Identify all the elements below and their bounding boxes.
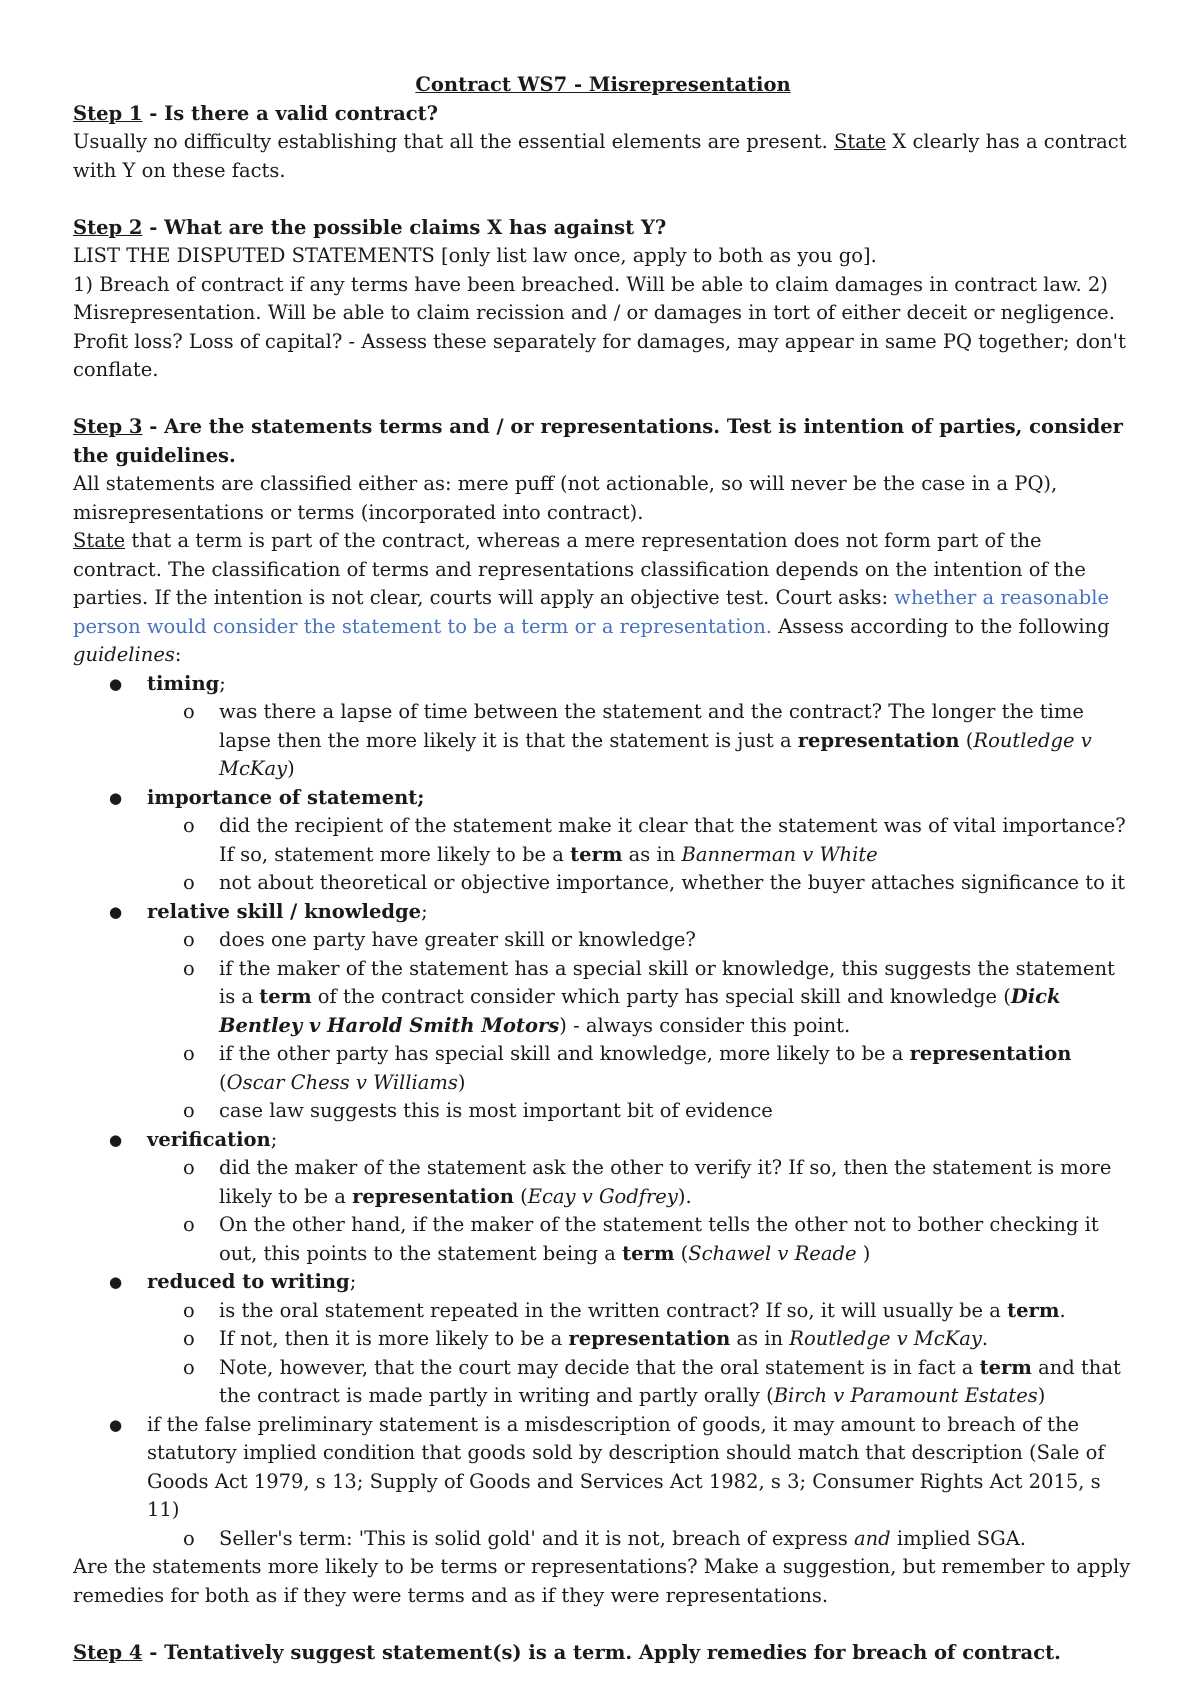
list-item-timing: ● timing; o was there a lapse of time between the statement and the contract? The longer the time lapse then the more likely it is that the statement is just a representation (Routledge v McKay) — [147, 670, 1133, 784]
spacer — [73, 185, 1133, 214]
list-item-skill: ● relative skill / knowledge; o does one party have greater skill or knowledge? o if the maker of the statement has a special skill or knowledge, this suggests the statement is a term of the contract consider which party has special skill and knowledge (Dick Bentley v Harold Smith Motors) - always consider this point. o if the other party has special skill and knowledge, more likely to be a representation (Oscar Chess v Williams) o case law suggests this is most important bit of evidence — [147, 898, 1133, 1126]
step3-closing: Are the statements more likely to be terms or representations? Make a suggestion, but remember to apply remedies for both as if they were terms and as if they were representations. — [73, 1555, 1131, 1607]
sub-bullet-icon: o — [183, 1099, 195, 1122]
step1-heading: Step 1 - Is there a valid contract? — [73, 101, 439, 125]
list-item: o is the oral statement repeated in the written contract? If so, it will usually be a term. — [219, 1297, 1133, 1326]
sub-bullet-icon: o — [183, 1298, 195, 1322]
sub-list — [147, 1525, 1133, 1554]
bullet-icon: ● — [109, 902, 123, 921]
list-item-misdescription: ● if the false preliminary statement is a misdescription of goods, it may amount to breach of the statutory implied condition that goods sold by description should match that description (Sale of Goods Act 1979, s 13; Supply of Goods and Services Act 1982, s 3; Consumer Rights Act 2015, s 11) o Seller's term: 'This is solid gold' and it is not, breach of express and implied SGA. — [147, 1411, 1133, 1554]
list-item: o was there a lapse of time between the statement and the contract? The longer the time lapse then the more likely it is that the statement is just a representation (Routledge v McKay) — [183, 700, 1092, 780]
sub-list — [147, 1154, 1133, 1268]
document-page — [73, 71, 1133, 1667]
step2-claims: 1) Breach of contract if any terms have been breached. Will be able to claim damages in contract law. 2) Misrepresentation. Will be able to claim recission and / or damages in tort of either deceit or negligence. Profit loss? Loss of capital? - Assess these separately for damages, may appear in same PQ together; don't conflate. — [73, 272, 1126, 381]
sub-bullet-icon: o — [183, 1327, 195, 1350]
sub-bullet-icon: o — [183, 1526, 195, 1550]
document-title: Contract WS7 - Misrepresentation — [415, 73, 791, 96]
list-item: o If not, then it is more likely to be a representation as in Routledge v McKay. — [219, 1325, 1133, 1354]
step2-label: Step 2 — [73, 215, 143, 239]
list-item-writing: ● reduced to writing; o is the oral statement repeated in the written contract? If so, it will usually be a term. o If not, then it is more likely to be a representation as in Routledge v McKay. o Note, however, that the court may decide that the oral statement is in fact a term and that the contract is made partly in writing and partly orally (Birch v Paramount Estates) — [147, 1268, 1133, 1411]
list-item: o did the recipient of the statement make it clear that the statement was of vital importance? If so, statement more likely to be a term as in Bannerman v White — [183, 814, 1126, 866]
sub-bullet-icon: o — [183, 1213, 195, 1236]
bullet-icon: ● — [109, 674, 123, 693]
list-item: o Note, however, that the court may decide that the oral statement is in fact a term and that the contract is made partly in writing and partly orally (Birch v Paramount Estates) — [183, 1355, 1121, 1407]
step3-heading: Step 3 - Are the statements terms and / or representations. Test is intention of parties, consider the guidelines. — [73, 415, 1123, 467]
step3-classified: All statements are classified either as: mere puff (not actionable, so will never be the case in a PQ), misrepresentations or terms (incorporated into contract). — [73, 472, 1058, 524]
list-item: o case law suggests this is most important bit of evidence — [219, 1097, 1133, 1126]
step3-label: Step 3 — [73, 415, 143, 438]
step2-list-line: LIST THE DISPUTED STATEMENTS [only list law once, apply to both as you go]. — [73, 244, 877, 267]
list-item: o On the other hand, if the maker of the statement tells the other not to bother checking it out, this points to the statement being a term (Schawel v Reade ) — [183, 1213, 1099, 1265]
list-item: o not about theoretical or objective importance, whether the buyer attaches significance to it — [219, 869, 1133, 898]
sub-list — [147, 812, 1133, 898]
sub-bullet-icon: o — [183, 928, 195, 951]
step3-intention: State that a term is part of the contract, whereas a mere representation does not form part of the contract. The classification of terms and representations classification depends on the intention of the parties. If the intention is not clear, courts will apply an objective test. Court asks: whether a reasonable person would consider the statement to be a term or a representation. Assess according to the following guidelines: — [73, 529, 1110, 666]
step4-label: Step 4 — [73, 1640, 143, 1664]
bullet-icon: ● — [109, 1415, 123, 1434]
step2-heading: Step 2 - What are the possible claims X has against Y? — [73, 215, 667, 239]
sub-bullet-icon: o — [183, 871, 195, 894]
sub-list — [147, 698, 1133, 784]
spacer — [73, 385, 1133, 414]
court-question: whether a reasonable person would consider the statement to be a term or a representation. — [73, 586, 1110, 638]
step4-heading: Step 4 - Tentatively suggest statement(s) is a term. Apply remedies for breach of contract. — [73, 1640, 1061, 1664]
guidelines-list — [73, 670, 1133, 1554]
list-item: o Seller's term: 'This is solid gold' and it is not, breach of express and implied SGA. — [219, 1525, 1133, 1554]
sub-list — [147, 926, 1133, 1126]
sub-bullet-icon: o — [183, 814, 195, 837]
step1-body: Usually no difficulty establishing that all the essential elements are present. State X clearly has a contract with Y on these facts. — [73, 130, 1127, 182]
sub-bullet-icon: o — [183, 1355, 195, 1379]
list-item: o did the maker of the statement ask the other to verify it? If so, then the statement is more likely to be a representation (Ecay v Godfrey). — [183, 1156, 1112, 1208]
list-item: o does one party have greater skill or knowledge? — [219, 926, 1133, 955]
sub-list — [147, 1297, 1133, 1411]
sub-bullet-icon: o — [183, 700, 195, 723]
list-item: o if the other party has special skill and knowledge, more likely to be a representation (Oscar Chess v Williams) — [183, 1042, 1072, 1094]
list-item-verification: ● verification; o did the maker of the statement ask the other to verify it? If so, then the statement is more likely to be a representation (Ecay v Godfrey). o On the other hand, if the maker of the statement tells the other not to bother checking it out, this points to the statement being a term (Schawel v Reade ) — [147, 1126, 1133, 1269]
list-item-importance: ● importance of statement; o did the recipient of the statement make it clear that the statement was of vital importance? If so, statement more likely to be a term as in Bannerman v White o not about theoretical or objective importance, whether the buyer attaches significance to it — [147, 784, 1133, 898]
step1-label: Step 1 — [73, 101, 143, 125]
sub-bullet-icon: o — [183, 1042, 195, 1065]
sub-bullet-icon: o — [183, 956, 195, 980]
bullet-icon: ● — [109, 1130, 123, 1149]
list-item: o if the maker of the statement has a special skill or knowledge, this suggests the statement is a term of the contract consider which party has special skill and knowledge (Dick Bentley v Harold Smith Motors) - always consider this point. — [183, 956, 1115, 1037]
bullet-icon: ● — [109, 1273, 123, 1291]
bullet-icon: ● — [109, 788, 123, 807]
spacer — [73, 1610, 1133, 1639]
sub-bullet-icon: o — [183, 1156, 195, 1179]
